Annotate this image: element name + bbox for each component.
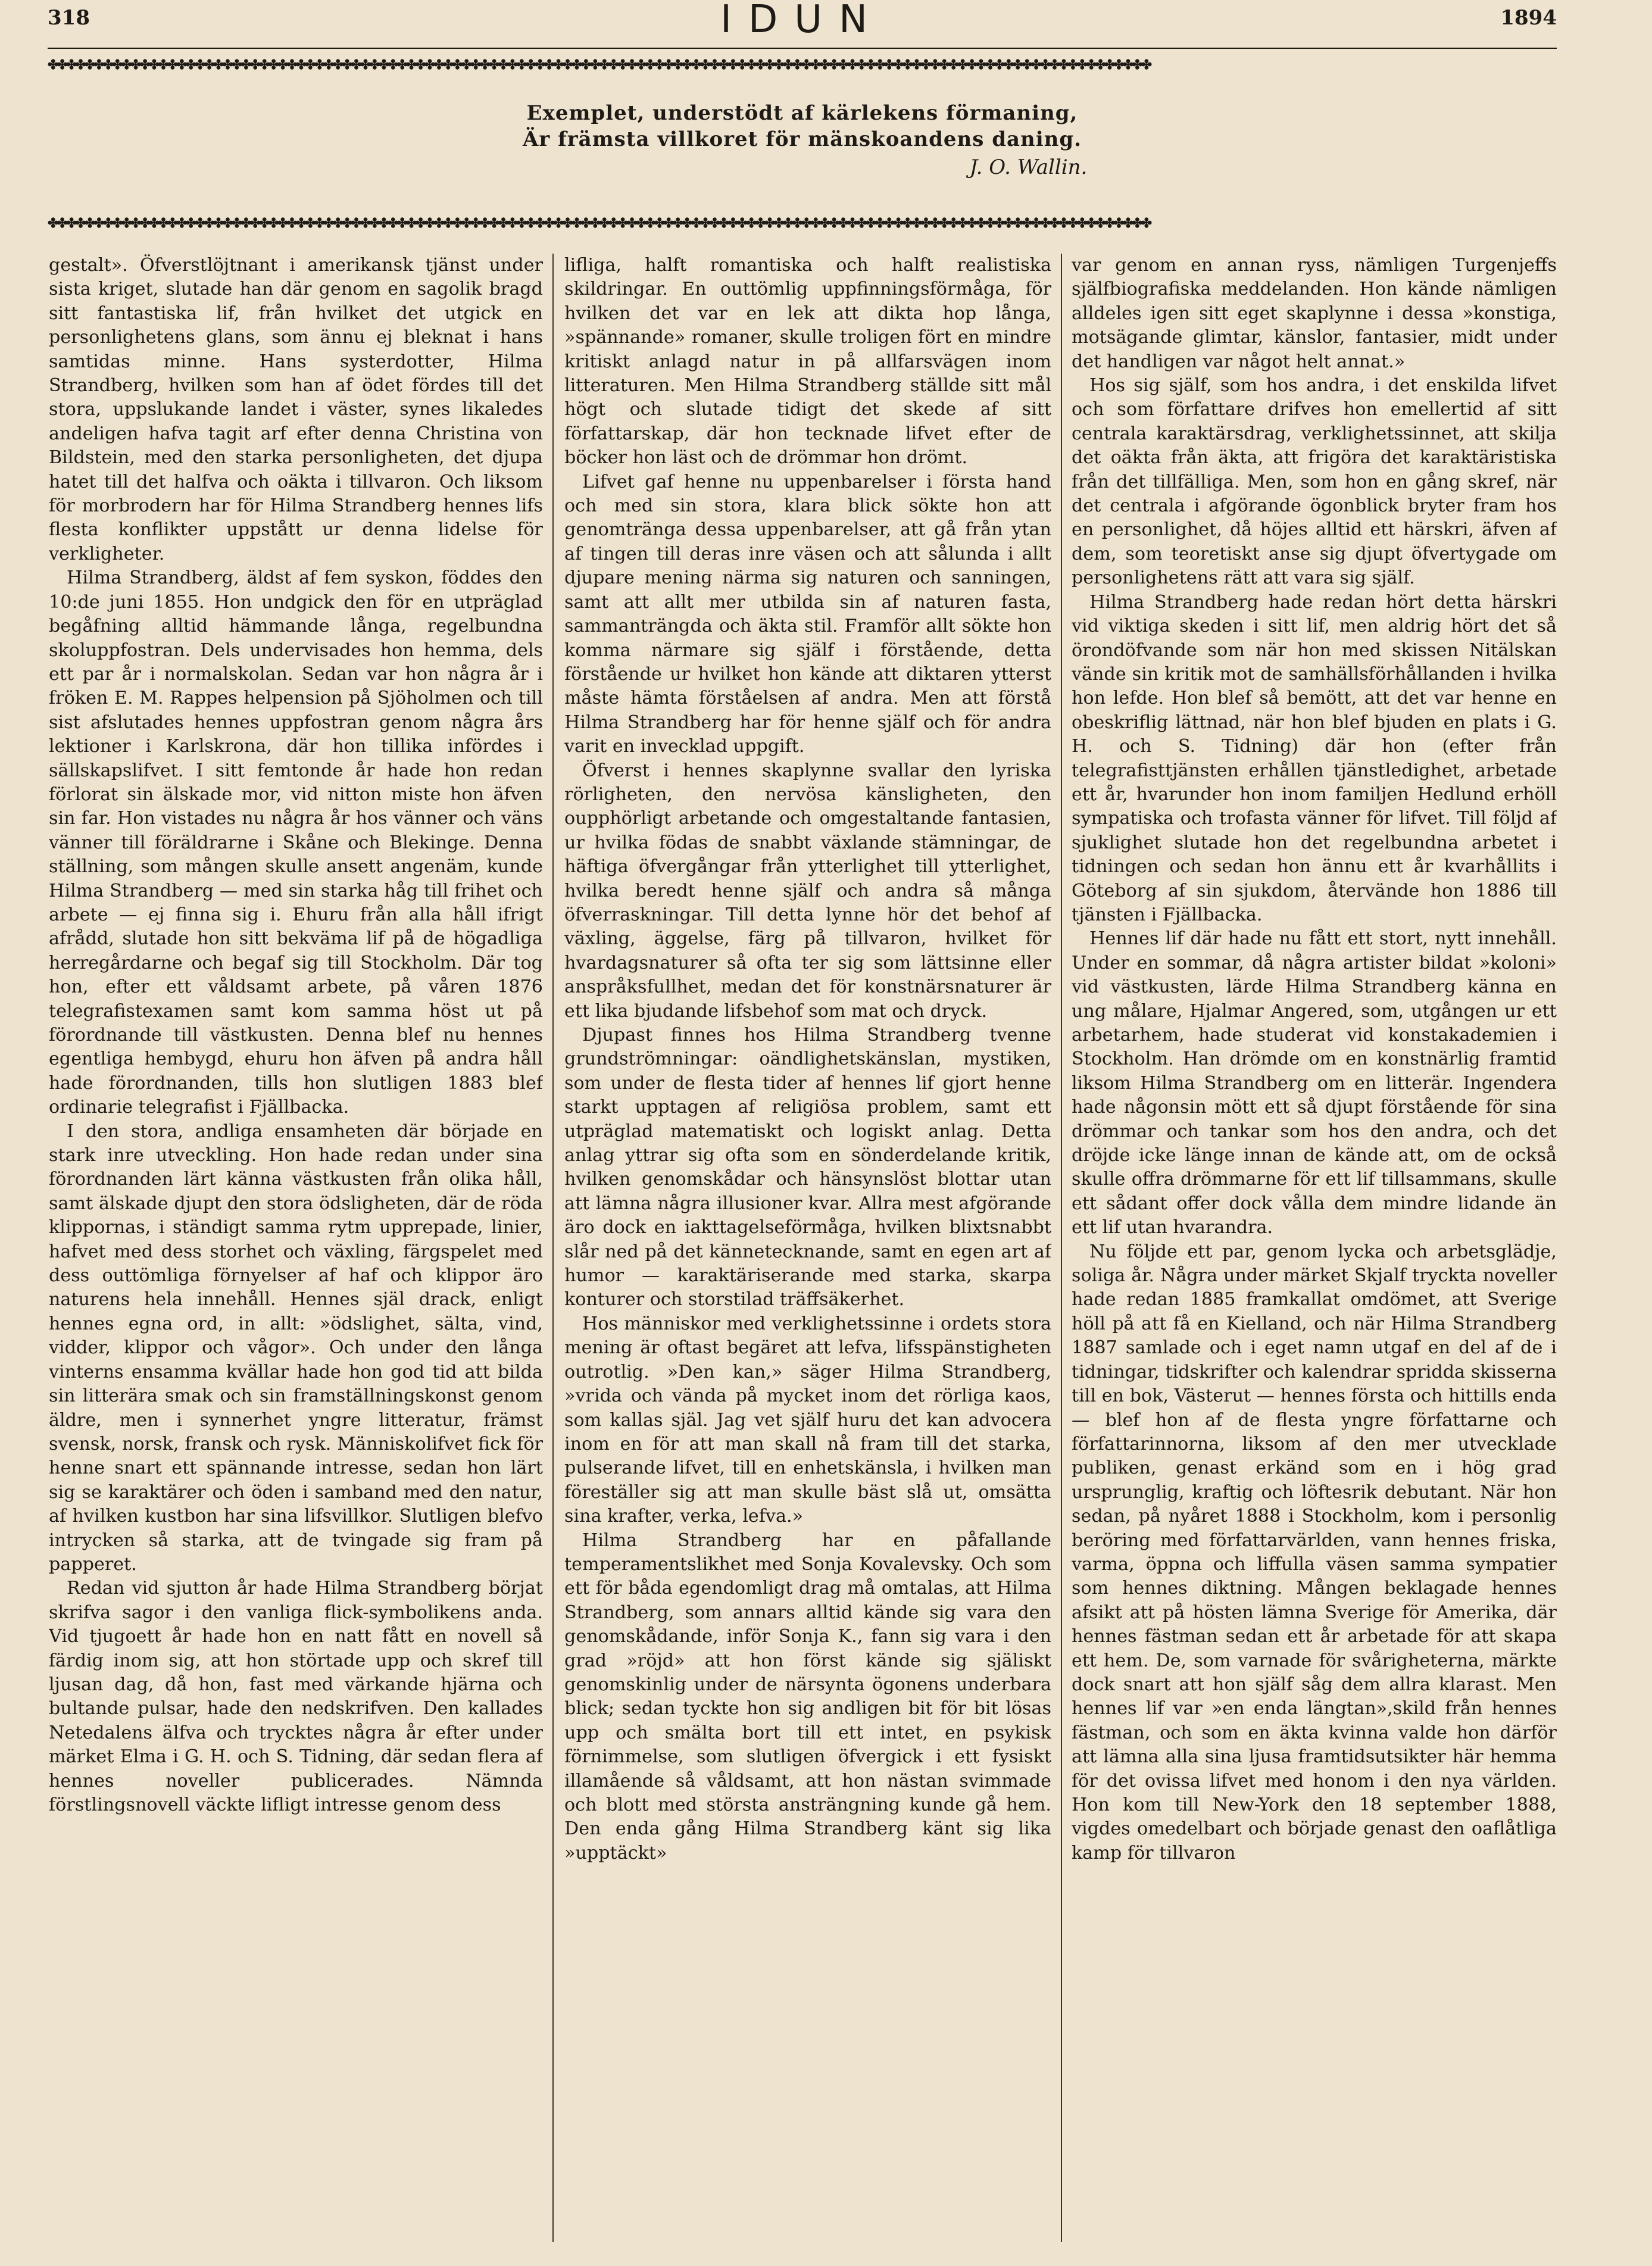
epigraph-line-2: Är främsta villkoret för mänskoandens daning. <box>523 127 1082 151</box>
ornament-border-top: ✤✤✤✤✤✤✤✤✤✤✤✤✤✤✤✤✤✤✤✤✤✤✤✤✤✤✤✤✤✤✤✤✤✤✤✤✤✤✤✤✤✤✤✤✤✤✤✤✤✤✤✤✤✤✤✤✤✤✤✤✤✤✤✤✤✤✤✤✤✤✤✤✤✤✤✤✤✤✤✤✤✤✤✤✤✤✤✤✤✤✤✤✤✤✤✤✤✤✤✤✤✤✤✤✤✤✤✤✤✤✤✤✤✤✤✤✤✤✤✤ <box>48 57 1151 73</box>
column-divider <box>1061 254 1062 2242</box>
header-rule <box>48 48 1557 49</box>
paragraph: Redan vid sjutton år hade Hilma Strandberg börjat skrifva sagor i den vanliga flick-symbolikens anda. Vid tjugoett år hade hon en natt fått en novell så färdig inom sig, att hon störtade upp och skref till ljusan dag, då hon, fast med värkande hjärna och bultande pulsar, hade den nedskrifven. Den kallades Netedalens älfva och trycktes några år efter under märket Elma i G. H. och S. Tidning, där sedan flera af hennes noveller publicerades. Nämnda förstlingsnovell väckte lifligt intresse genom dess <box>49 1578 543 1815</box>
paragraph: Hos sig själf, som hos andra, i det enskilda lifvet och som författare drifves hon emellertid af sitt centrala karaktärsdrag, verklighetssinnet, att skilja det oäkta från äkta, att frigöra det karaktäristiska från det tillfälliga. Men, som hon en gång skref, när det centrala i afgörande ögonblick bryter fram hos en personlighet, då höjes alltid ett härskri, äfven af dem, som teoretiskt anse sig djupt öfvertygade om personlighetens rätt att vara sig själf. <box>1072 375 1557 589</box>
paragraph: Hennes lif där hade nu fått ett stort, nytt innehåll. Under en sommar, då några artister bildat »koloni» vid västkusten, lärde Hilma Strandberg känna en ung målare, Hjalmar Angered, som, utgången ur ett arbetarhem, hade studerat vid konstakademien i Stockholm. Han drömde om en konstnärlig framtid liksom Hilma Strandberg om en litterär. Ingendera hade någonsin mött ett så djupt förstående för sina drömmar och tankar som hos den andra, och det dröjde icke länge innan de kände att, om de också skulle offra drömmarne för ett lif tillsammans, skulle ett sådant offer dock vålla dem mindre lidande än ett lif utan hvarandra. <box>1072 928 1557 1238</box>
epigraph <box>48 100 1557 182</box>
ornament-border-bottom: ✤✤✤✤✤✤✤✤✤✤✤✤✤✤✤✤✤✤✤✤✤✤✤✤✤✤✤✤✤✤✤✤✤✤✤✤✤✤✤✤✤✤✤✤✤✤✤✤✤✤✤✤✤✤✤✤✤✤✤✤✤✤✤✤✤✤✤✤✤✤✤✤✤✤✤✤✤✤✤✤✤✤✤✤✤✤✤✤✤✤✤✤✤✤✤✤✤✤✤✤✤✤✤✤✤✤✤✤✤✤✤✤✤✤✤✤✤✤✤✤ <box>48 216 1151 231</box>
paragraph: var genom en annan ryss, nämligen Turgenjeffs själfbiografiska meddelanden. Hon kände nämligen alldeles igen sitt eget skaplynne i dessa »konstiga, motsägande glimtar, känslor, fantasier, midt under det handligen var något helt annat.» <box>1072 255 1557 372</box>
paragraph: Hos människor med verklighetssinne i ordets stora mening är oftast begäret att lefva, lifsspänstigheten outrotlig. »Den kan,» säger Hilma Strandberg, »vrida och vända på mycket inom det rörliga kaos, som kallas själ. Jag vet själf huru det kan advocera inom en för att man skall nå fram till det starka, pulserande lifvet, till en enhetskänsla, i hvilken man föreställer sig att man skulle bäst slå ut, omsätta sina krafter, verka, lefva.» <box>564 1313 1051 1527</box>
issue-year: 1894 <box>1500 6 1557 30</box>
paragraph: Hilma Strandberg har en påfallande temperamentslikhet med Sonja Kovalevsky. Och som ett för båda egendomligt drag må omtalas, att Hilma Strandberg, som annars alltid kände sig vara den genomskådande, inför Sonja K., fann sig vara i den grad »röjd» att hon först kände sig själiskt genomskinlig under de närsynta ögonens underbara blick; sedan tyckte hon sig andligen bit för bit lösas upp och smälta bort till ett intet, en psykisk förnimmelse, som slutligen öfvergick i ett fysiskt illamående så våldsamt, att hon nästan svimmade och blott med största ansträngning kunde gå hem. Den enda gång Hilma Strandberg känt sig lika »upptäckt» <box>564 1530 1051 1864</box>
column-divider <box>552 254 554 2242</box>
paragraph: Lifvet gaf henne nu uppenbarelser i första hand och med sin stora, klara blick sökte hon att genomtränga dessa uppenbarelser, att gå från ytan af tingen till deras inre väsen och att sålunda i allt djupare mening närma sig naturen och sanningen, samt att allt mer utbilda sin af naturen fasta, sammanträngda och äkta stil. Framför allt sökte hon komma närmare sig själf i förstående, detta förstående ur hvilket hon kände att diktaren ytterst måste hämta förståelsen af andra. Men att förstå Hilma Strandberg har för henne själf och för andra varit en invecklad uppgift. <box>564 471 1051 757</box>
text-column-3 <box>1072 254 1557 2254</box>
page-number: 318 <box>48 6 90 30</box>
paragraph: Nu följde ett par, genom lycka och arbetsglädje, soliga år. Några under märket Skjalf tryckta noveller hade redan 1885 framkallat omdömet, att Sverige höll på att få en Kielland, och när Hilma Strandberg 1887 samlade och i eget namn utgaf en del af de i tidningar, tidskrifter och kalendrar spridda skisserna till en bok, Västerut — hennes första och hittills enda — blef hon af de flesta yngre författarne och författarinnorna, liksom af den mer utvecklade publiken, genast erkänd som en i hög grad ursprunglig, kraftig och löftesrik debutant. När hon sedan, på nyåret 1888 i Stockholm, kom i personlig beröring med författarvärlden, vann hennes friska, varma, öppna och liffulla väsen samma sympatier som hennes diktning. Mången beklagade hennes afsikt att på hösten lämna Sverige för Amerika, där hennes fästman sedan ett år arbetade för att skapa ett hem. De, som varnade för svårigheterna, märkte dock snart att hon själf såg dem allra klarast. Men hennes lif var »en enda längtan»,skild från hennes fästman, och som en äkta kvinna valde hon därför att lämna alla sina ljusa framtidsutsikter här hemma för det ovissa lifvet med honom i den nya världen. Hon kom till New-York den 18 september 1888, vigdes omedelbart och började genast den oaflåtliga kamp för tillvaron <box>1072 1241 1557 1864</box>
epigraph-author: J. O. Wallin. <box>969 155 1088 179</box>
paragraph: Djupast finnes hos Hilma Strandberg tvenne grundströmningar: oändlighetskänslan, mystiken, som under de flesta tider af hennes lif gjort henne starkt upptagen af religiösa problem, samt ett utpräglad matematiskt och logiskt anlag. Detta anlag yttrar sig ofta som en sönderdelande kritik, hvilken genomskådar och hänsynslöst blottar utan att lämna några illusioner kvar. Allra mest afgörande äro dock en iakttagelseförmåga, hvilken blixtsnabbt slår ned på det kännetecknande, samt en egen art af humor — karaktäriserande med starka, skarpa konturer och storstilad träffsäkerhet. <box>564 1025 1051 1310</box>
epigraph-line-1: Exemplet, understödt af kärlekens förmaning, <box>526 101 1078 125</box>
text-column-1 <box>49 254 543 2254</box>
paragraph: I den stora, andliga ensamheten där började en stark inre utveckling. Hon hade redan under sina förordnanden lärt känna västkusten från olika håll, samt älskade djupt den stora ödsligheten, där de röda klippornas, i ständigt samma rytm upprepade, linier, hafvet med dess storhet och växling, färgspelet med dess outtömliga förnyelser af haf och klippor äro naturens hela innehåll. Hennes själ drack, enligt hennes egna ord, in allt: »ödslighet, sälta, vind, vidder, klippor och vågor». Och under den långa vinterns ensamma kvällar hade hon god tid att bilda sin litterära smak och sin framställningskonst genom äldre, men i synnerhet yngre litteratur, främst svensk, norsk, fransk och rysk. Människolifvet fick för henne snart ett spännande intresse, sedan hon lärt sig se karaktärer och öden i samband med den natur, af hvilken kustbon har sina lifsvillkor. Slutligen blefvo intrycken så starka, att de tvingade sig fram på papperet. <box>49 1120 543 1575</box>
paragraph: Öfverst i hennes skaplynne svallar den lyriska rörligheten, den nervösa känsligheten, den oupphörligt arbetande och omgestaltande fantasien, ur hvilka födas de snabbt växlande stämningar, de häftiga öfvergångar från ytterlighet till ytterlighet, hvilka beredt henne själf och andra så många öfverraskningar. Till detta lynne hör det behof af växling, äggelse, färg på tillvaron, hvilket för hvardagsnaturer så ofta ter sig som lättsinne eller anspråksfullhet, medan det för konstnärsnaturer är ett lika bjudande lifsbehof som mat och dryck. <box>564 760 1051 1022</box>
paragraph: Hilma Strandberg, äldst af fem syskon, föddes den 10:de juni 1855. Hon undgick den för en utpräglad begåfning alltid hämmande långa, regelbundna skoluppfostran. Dels undervisades hon hemma, dels ett par år i normalskolan. Sedan var hon några år i fröken E. M. Rappes helpension på Sjöholmen och till sist afslutades hennes uppfostran genom några års lektioner i Karlskrona, där hon tillika infördes i sällskapslifvet. I sitt femtonde år hade hon redan förlorat sin älskade mor, vid nitton miste hon äfven sin far. Hon vistades nu några år hos vänner och väns vänner till föräldrarne i Skåne och Blekinge. Denna ställning, som mången skulle ansett angenäm, kunde Hilma Strandberg — med sin starka håg till frihet och arbete — ej finna sig i. Ehuru från alla håll ifrigt afrådd, slutade hon sitt bekväma lif på de högadliga herregårdarne och begaf sig till Stockholm. Där tog hon, efter ett våldsamt arbete, på våren 1876 telegrafistexamen samt kom samma höst ut på förordnande till västkusten. Denna blef nu hennes egentliga hembygd, ehuru hon äfven på andra håll hade förordnanden, tills hon slutligen 1883 blef ordinarie telegrafist i Fjällbacka. <box>49 567 543 1118</box>
journal-title: IDUN <box>720 0 884 42</box>
paragraph: gestalt». Öfverstlöjtnant i amerikansk tjänst under sista kriget, slutade han där genom en sagolik bragd sitt fantastiska lif, från hvilket det utgick en personlighetens glans, som ännu ej bleknat i hans samtidas minne. Hans systerdotter, Hilma Strandberg, hvilken som han af ödet fördes till det stora, uppslukande landet i väster, synes likaledes andeligen hafva tagit arf efter denna Christina von Bildstein, med den starka personligheten, det djupa hatet till det halfva och oäkta i tillvaron. Och liksom för morbrodern har för Hilma Strandberg hennes lifs flesta konflikter uppstått ur denna lidelse för verkligheter. <box>49 255 543 564</box>
paragraph: Hilma Strandberg hade redan hört detta härskri vid viktiga skeden i sitt lif, men aldrig hört det så örondöfvande som när hon med skissen Nitälskan vände sin kritik mot de samhällsförhållanden i hvilka hon lefde. Hon blef så bemött, att det var henne en obeskriflig lättnad, när hon blef bjuden en plats i G. H. och S. Tidning) där hon (efter från telegrafisttjänsten erhållen tjänstledighet, arbetade ett år, hvarunder hon inom familjen Hedlund erhöll sympatiska och trofasta vänner för lifvet. Till följd af sjuklighet slutade hon det regelbundna arbetet i tidningen och sedan hon ännu ett år kvarhållits i Göteborg af sin sjukdom, återvände hon 1886 till tjänsten i Fjällbacka. <box>1072 591 1557 925</box>
page-header <box>48 0 1557 46</box>
paragraph: lifliga, halft romantiska och halft realistiska skildringar. En outtömlig uppfinningsförmåga, för hvilken det var en lek att dikta hop långa, »spännande» romaner, skulle troligen fört en mindre kritiskt anlagd natur in på allfarsvägen inom litteraturen. Men Hilma Strandberg ställde sitt mål högt och slutade tidigt det skede af sitt författarskap, där hon tecknade lifvet efter de böcker hon läst och de drömmar hon drömt. <box>564 255 1051 469</box>
text-column-2 <box>564 254 1051 2254</box>
